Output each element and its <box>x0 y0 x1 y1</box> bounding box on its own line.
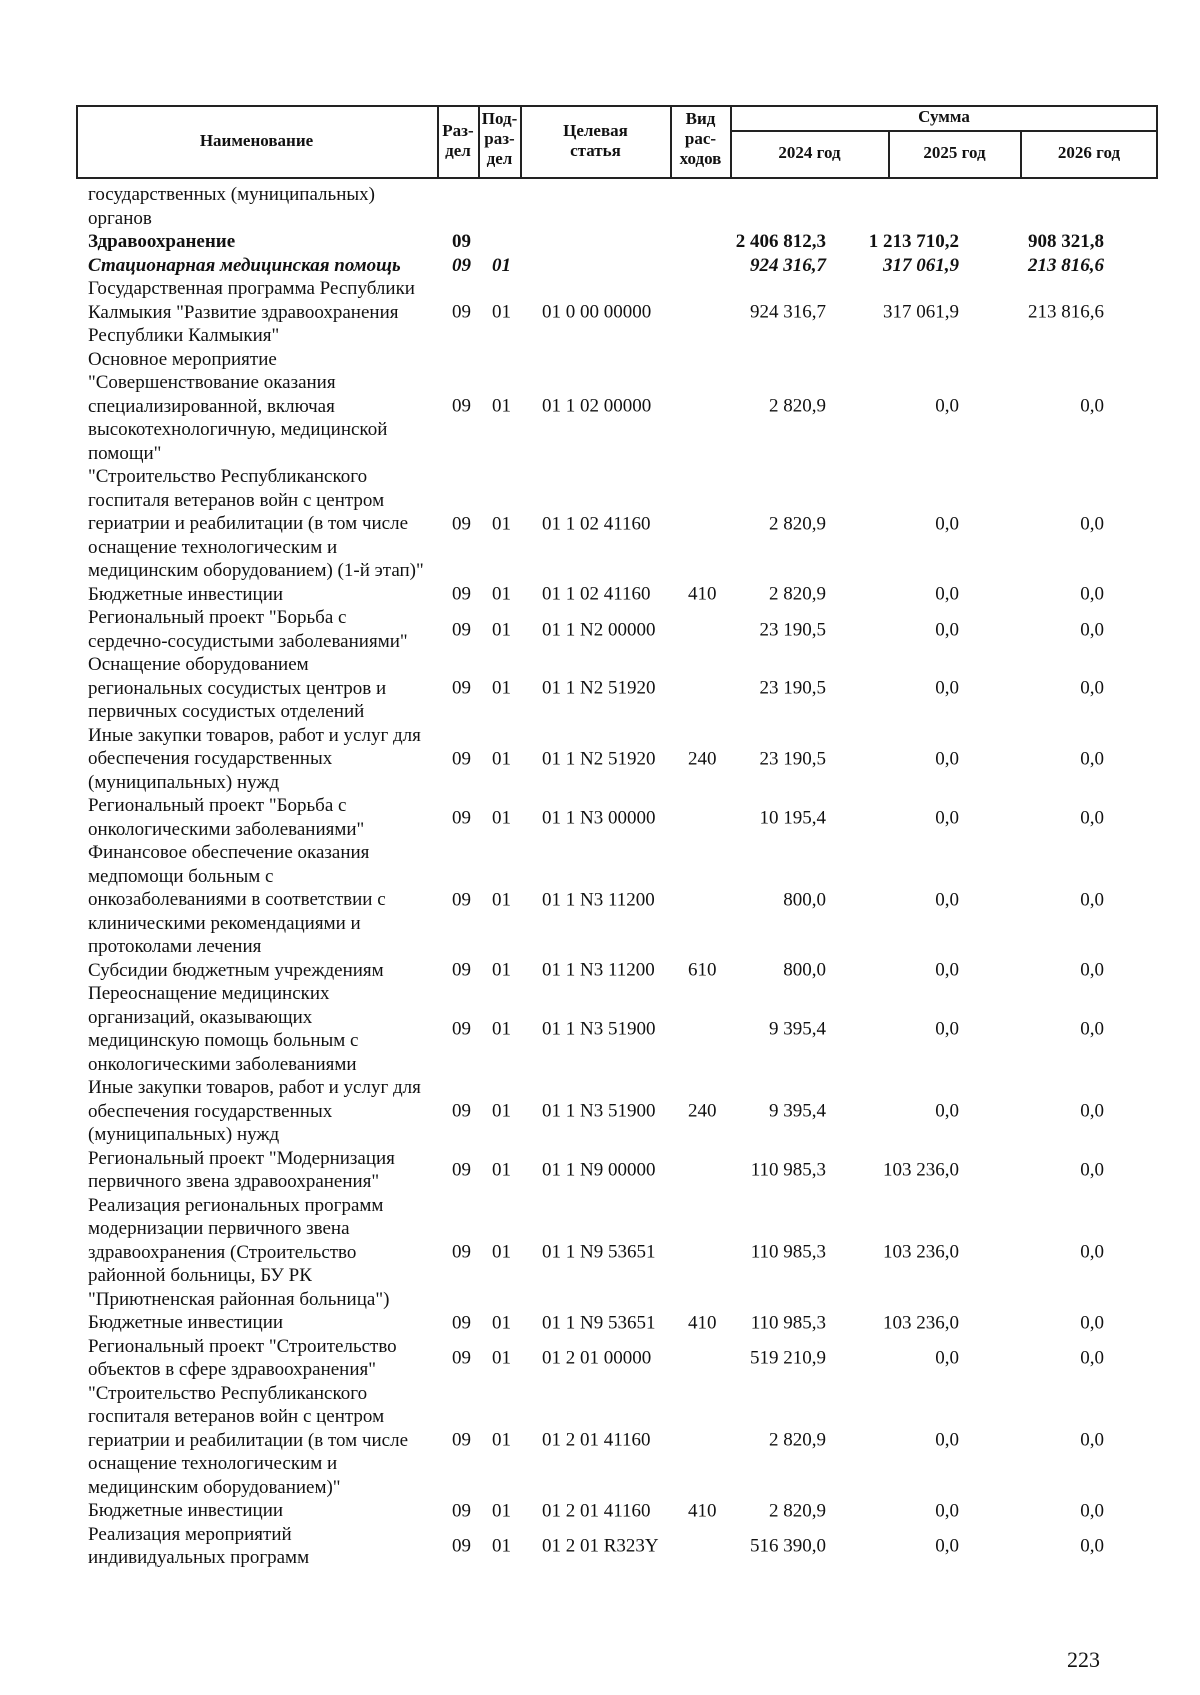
cell-y2026: 0,0 <box>1080 1535 1104 1557</box>
cell-y2026: 0,0 <box>1080 1241 1104 1263</box>
cell-y2024: 2 820,9 <box>769 583 826 605</box>
table-row <box>88 254 1168 278</box>
cell-podrazdel: 01 <box>492 889 511 910</box>
row-name: Бюджетные инвестиции <box>88 1500 284 1521</box>
cell-y2025: 0,0 <box>935 889 959 910</box>
header-podrazdel-line3: дел <box>486 149 513 168</box>
table-header <box>76 105 1158 179</box>
cell-razdel: 09 <box>452 1429 471 1451</box>
row-name: Иные закупки товаров, работ и услуг для обеспечения государственных (муниципальных) нужд <box>88 1077 421 1145</box>
cell-y2024: 110 985,3 <box>750 1159 826 1181</box>
cell-podrazdel: 01 <box>492 1241 511 1263</box>
cell-y2025: 0,0 <box>935 1429 959 1451</box>
cell-celevaya: 01 1 02 41160 <box>542 513 651 534</box>
cell-vid: 610 <box>688 959 717 981</box>
cell-y2025: 0,0 <box>935 513 959 534</box>
header-podrazdel-line2: раз- <box>484 129 515 148</box>
cell-y2026: 0,0 <box>1080 1312 1104 1333</box>
cell-podrazdel: 01 <box>492 395 511 417</box>
row-name: Субсидии бюджетным учреждениям <box>88 959 384 981</box>
cell-y2024: 800,0 <box>783 959 826 981</box>
cell-celevaya: 01 1 N3 11200 <box>542 889 655 910</box>
table-row <box>88 959 1168 983</box>
table-row <box>88 277 1168 348</box>
cell-y2026: 0,0 <box>1080 1429 1104 1451</box>
page-number: 223 <box>1067 1647 1100 1672</box>
header-vid-line1: Вид <box>685 109 716 128</box>
cell-y2024: 924 316,7 <box>750 254 826 276</box>
cell-podrazdel: 01 <box>492 618 511 640</box>
header-podrazdel-line1: Под- <box>481 109 518 128</box>
cell-razdel: 09 <box>452 1347 471 1369</box>
cell-y2026: 0,0 <box>1080 1018 1104 1040</box>
cell-razdel: 09 <box>452 677 471 699</box>
cell-y2024: 2 820,9 <box>769 1429 826 1451</box>
cell-y2024: 2 820,9 <box>769 395 826 417</box>
table-row <box>88 1311 1168 1335</box>
cell-y2024: 23 190,5 <box>759 618 826 640</box>
cell-celevaya: 01 2 01 R323Y <box>542 1535 659 1557</box>
cell-razdel: 09 <box>452 1535 471 1557</box>
header-celevaya <box>521 121 670 161</box>
cell-celevaya: 01 1 N9 53651 <box>542 1241 656 1263</box>
cell-y2024: 519 210,9 <box>750 1347 826 1369</box>
header-razdel-line1: Раз- <box>442 121 474 140</box>
cell-y2026: 0,0 <box>1080 1100 1104 1122</box>
cell-y2026: 0,0 <box>1080 513 1104 534</box>
table-row <box>88 1147 1168 1194</box>
cell-y2026: 213 816,6 <box>1028 254 1104 276</box>
cell-y2025: 0,0 <box>935 806 959 828</box>
cell-y2025: 0,0 <box>935 618 959 640</box>
cell-y2025: 0,0 <box>935 1500 959 1521</box>
row-name: Государственная программа Республики Калмыкия "Развитие здравоохранения Республики Калмыкия" <box>88 278 415 346</box>
cell-razdel: 09 <box>452 748 471 769</box>
cell-y2025: 0,0 <box>935 959 959 981</box>
table-row <box>88 1335 1168 1382</box>
budget-table-body <box>88 183 1168 1570</box>
row-name: Бюджетные инвестиции <box>88 583 284 605</box>
cell-podrazdel: 01 <box>492 677 511 699</box>
cell-vid: 410 <box>688 1500 717 1521</box>
cell-y2024: 110 985,3 <box>750 1312 826 1333</box>
row-name: Региональный проект "Строительство объектов в сфере здравоохранения" <box>88 1335 397 1380</box>
cell-y2026: 0,0 <box>1080 583 1104 605</box>
cell-y2025: 0,0 <box>935 748 959 769</box>
cell-podrazdel: 01 <box>492 1347 511 1369</box>
cell-y2026: 0,0 <box>1080 806 1104 828</box>
header-vid-line3: ходов <box>679 149 722 168</box>
cell-razdel: 09 <box>452 806 471 828</box>
cell-vid: 410 <box>688 583 717 605</box>
cell-y2024: 2 820,9 <box>769 513 826 534</box>
cell-y2024: 110 985,3 <box>750 1241 826 1263</box>
cell-y2025: 0,0 <box>935 677 959 699</box>
cell-celevaya: 01 1 N3 00000 <box>542 806 656 828</box>
cell-podrazdel: 01 <box>492 1312 511 1333</box>
cell-celevaya: 01 0 00 00000 <box>542 301 652 323</box>
row-name: "Строительство Республиканского госпиталя ветеранов войн с центром гериатрии и реабилитации (в том числе оснащение технологическим и медицинским оборудованием) (1-й этап)" <box>88 466 424 581</box>
cell-razdel: 09 <box>452 618 471 640</box>
cell-razdel: 09 <box>452 1241 471 1263</box>
cell-y2024: 10 195,4 <box>759 806 826 828</box>
header-year-2025: 2025 год <box>923 143 986 162</box>
table-row <box>88 583 1168 607</box>
table-row <box>88 653 1168 724</box>
cell-celevaya: 01 1 N9 00000 <box>542 1159 656 1181</box>
cell-y2025: 317 061,9 <box>883 254 959 276</box>
cell-razdel: 09 <box>452 959 471 981</box>
cell-y2024: 9 395,4 <box>769 1100 826 1122</box>
row-name: Региональный проект "Борьба с сердечно-сосудистыми заболеваниями" <box>88 607 408 652</box>
header-razdel-line2: дел <box>445 141 471 160</box>
cell-y2024: 2 820,9 <box>769 1500 826 1521</box>
header-summa: Сумма <box>918 107 970 126</box>
cell-podrazdel: 01 <box>492 806 511 828</box>
table-row <box>88 183 1168 230</box>
cell-y2025: 0,0 <box>935 1018 959 1040</box>
table-row <box>88 465 1168 583</box>
cell-celevaya: 01 1 02 00000 <box>542 395 652 417</box>
row-name: Реализация региональных программ модернизации первичного звена здравоохранения (Строительство районной больницы, БУ РК "Приютненская районная больница") <box>88 1194 390 1310</box>
cell-y2025: 0,0 <box>935 395 959 417</box>
cell-y2025: 1 213 710,2 <box>868 231 959 252</box>
cell-y2026: 0,0 <box>1080 395 1104 417</box>
cell-razdel: 09 <box>452 395 471 417</box>
cell-y2024: 23 190,5 <box>759 748 826 769</box>
cell-y2024: 924 316,7 <box>750 301 826 323</box>
cell-razdel: 09 <box>452 1159 471 1181</box>
cell-vid: 240 <box>688 1100 717 1122</box>
cell-y2026: 0,0 <box>1080 889 1104 910</box>
row-name: Оснащение оборудованием региональных сосудистых центров и первичных сосудистых отделений <box>88 654 387 722</box>
header-vid-line2: рас- <box>684 129 717 148</box>
table-row <box>88 724 1168 795</box>
table-row <box>88 1194 1168 1312</box>
cell-podrazdel: 01 <box>492 1535 511 1557</box>
cell-celevaya: 01 1 N3 11200 <box>542 959 655 981</box>
cell-y2025: 103 236,0 <box>883 1241 959 1263</box>
cell-y2025: 0,0 <box>935 1347 959 1369</box>
cell-vid: 240 <box>688 748 717 769</box>
cell-razdel: 09 <box>452 1100 471 1122</box>
cell-razdel: 09 <box>452 1312 471 1333</box>
cell-razdel: 09 <box>452 254 471 276</box>
row-name: Иные закупки товаров, работ и услуг для обеспечения государственных (муниципальных) нужд <box>88 724 421 793</box>
row-name: Региональный проект "Борьба с онкологическими заболеваниями" <box>88 795 365 840</box>
cell-y2026: 0,0 <box>1080 618 1104 640</box>
table-row <box>88 982 1168 1076</box>
cell-celevaya: 01 1 N3 51900 <box>542 1100 656 1122</box>
table-row <box>88 794 1168 841</box>
cell-y2025: 0,0 <box>935 1100 959 1122</box>
cell-razdel: 09 <box>452 301 471 323</box>
cell-podrazdel: 01 <box>492 254 511 276</box>
cell-vid: 410 <box>688 1312 717 1333</box>
cell-y2024: 800,0 <box>783 889 826 910</box>
cell-podrazdel: 01 <box>492 513 511 534</box>
cell-y2024: 516 390,0 <box>750 1535 826 1557</box>
cell-celevaya: 01 1 N3 51900 <box>542 1018 656 1040</box>
cell-y2024: 23 190,5 <box>759 677 826 699</box>
cell-podrazdel: 01 <box>492 1100 511 1122</box>
cell-celevaya: 01 2 01 41160 <box>542 1429 651 1451</box>
cell-podrazdel: 01 <box>492 583 511 605</box>
cell-razdel: 09 <box>452 583 471 605</box>
row-name: Бюджетные инвестиции <box>88 1312 284 1333</box>
row-name: "Строительство Республиканского госпиталя ветеранов войн с центром гериатрии и реабилитации (в том числе оснащение технологическим и медицинским оборудованием)" <box>88 1382 409 1498</box>
cell-podrazdel: 01 <box>492 748 511 769</box>
row-name: Реализация мероприятий индивидуальных программ <box>88 1523 310 1568</box>
cell-podrazdel: 01 <box>492 1018 511 1040</box>
cell-y2026: 908 321,8 <box>1028 231 1104 252</box>
table-row <box>88 230 1168 254</box>
row-name: Стационарная медицинская помощь <box>88 254 401 276</box>
cell-celevaya: 01 1 N2 51920 <box>542 748 656 769</box>
row-name: Основное мероприятие "Совершенствование оказания специализированной, включая высокотехнологичную, медицинской помощи" <box>88 348 388 464</box>
table-row <box>88 1076 1168 1147</box>
row-name: Региональный проект "Модернизация первичного звена здравоохранения" <box>88 1147 395 1192</box>
cell-y2026: 0,0 <box>1080 1159 1104 1181</box>
cell-razdel: 09 <box>452 1018 471 1040</box>
cell-celevaya: 01 2 01 41160 <box>542 1500 651 1521</box>
cell-y2024: 9 395,4 <box>769 1018 826 1040</box>
cell-celevaya: 01 1 N2 00000 <box>542 618 656 640</box>
table-row <box>88 841 1168 959</box>
row-name: Финансовое обеспечение оказания медпомощи больным с онкозаболеваниями в соответствии с клиническими рекомендациями и протоколами лечения <box>88 842 386 957</box>
cell-y2026: 0,0 <box>1080 748 1104 769</box>
cell-y2025: 317 061,9 <box>883 301 959 323</box>
header-vid <box>671 109 730 169</box>
cell-razdel: 09 <box>452 231 471 252</box>
header-name: Наименование <box>199 131 314 150</box>
cell-razdel: 09 <box>452 1500 471 1521</box>
cell-y2025: 0,0 <box>935 583 959 605</box>
table-row <box>88 606 1168 653</box>
row-name: государственных (муниципальных) органов <box>88 184 375 229</box>
cell-y2026: 0,0 <box>1080 1500 1104 1521</box>
cell-celevaya: 01 1 N2 51920 <box>542 677 656 699</box>
table-row <box>88 1382 1168 1500</box>
cell-podrazdel: 01 <box>492 959 511 981</box>
header-podrazdel <box>479 109 520 169</box>
cell-podrazdel: 01 <box>492 1159 511 1181</box>
cell-celevaya: 01 1 02 41160 <box>542 583 651 605</box>
cell-podrazdel: 01 <box>492 1500 511 1521</box>
table-row <box>88 348 1168 466</box>
cell-podrazdel: 01 <box>492 1429 511 1451</box>
header-year-2026: 2026 год <box>1057 143 1121 162</box>
cell-y2025: 0,0 <box>935 1535 959 1557</box>
header-celevaya-line2: статья <box>570 141 621 160</box>
cell-y2025: 103 236,0 <box>883 1159 959 1181</box>
cell-y2025: 103 236,0 <box>883 1312 959 1333</box>
header-razdel <box>438 121 478 161</box>
cell-podrazdel: 01 <box>492 301 511 323</box>
row-name: Переоснащение медицинских организаций, оказывающих медицинскую помощь больным с онкологическими заболеваниями <box>88 983 359 1075</box>
cell-y2026: 0,0 <box>1080 677 1104 699</box>
cell-y2026: 213 816,6 <box>1028 301 1104 323</box>
cell-razdel: 09 <box>452 513 471 534</box>
header-celevaya-line1: Целевая <box>563 121 628 140</box>
cell-celevaya: 01 1 N9 53651 <box>542 1312 656 1333</box>
cell-y2026: 0,0 <box>1080 1347 1104 1369</box>
cell-y2024: 2 406 812,3 <box>735 231 826 252</box>
table-row <box>88 1523 1168 1570</box>
cell-celevaya: 01 2 01 00000 <box>542 1347 652 1369</box>
cell-razdel: 09 <box>452 889 471 910</box>
cell-y2026: 0,0 <box>1080 959 1104 981</box>
row-name: Здравоохранение <box>88 231 236 252</box>
header-year-2024: 2024 год <box>778 143 841 162</box>
table-row <box>88 1499 1168 1523</box>
